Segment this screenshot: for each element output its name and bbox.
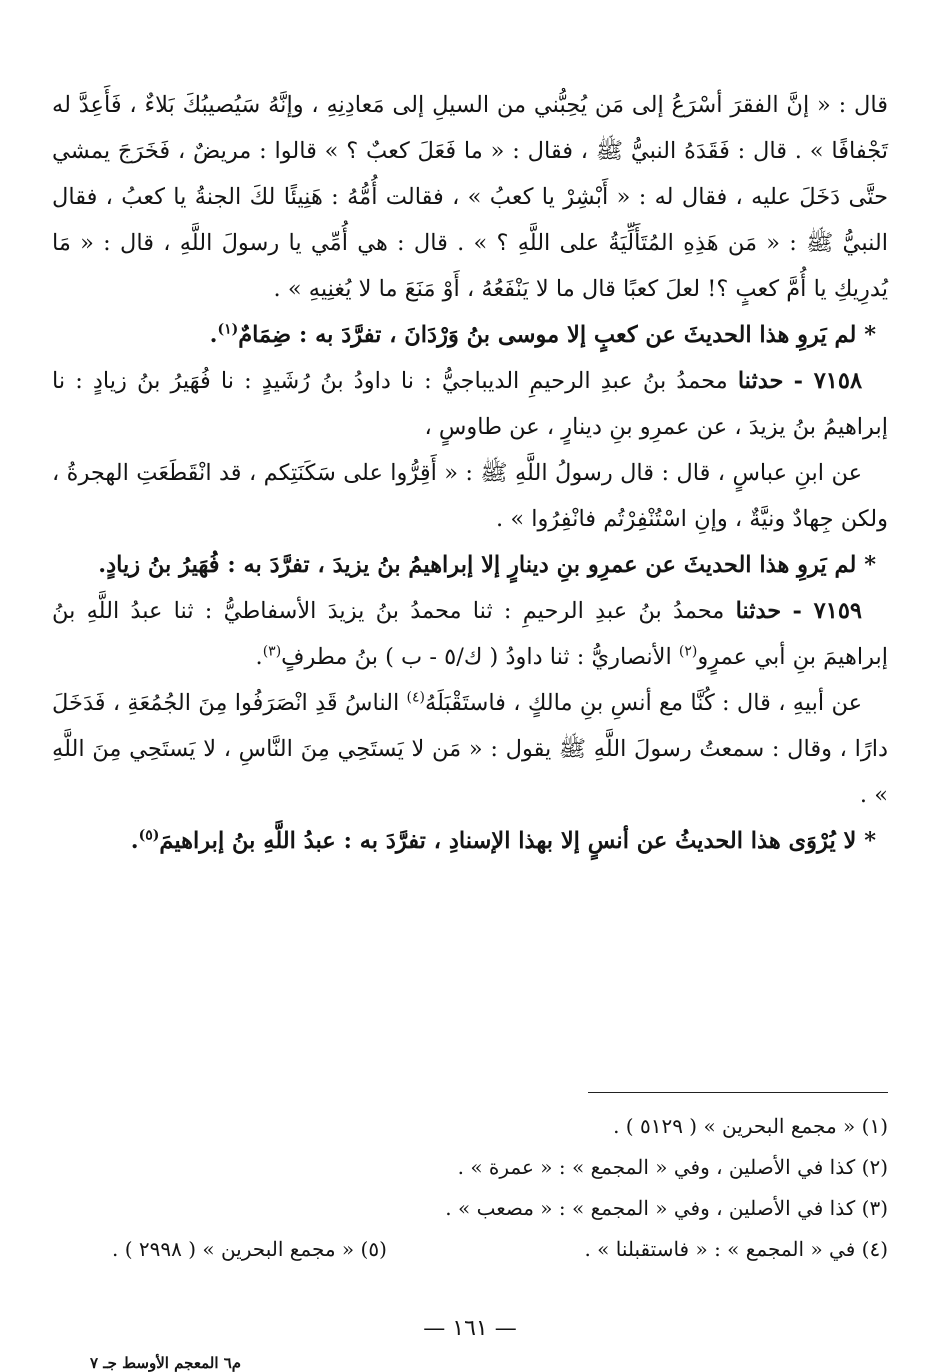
hadith-continuation [52, 82, 888, 312]
star-marker: * [864, 828, 876, 854]
footnote-marker-4: (٤) [406, 689, 425, 706]
hadith-7158-matn [52, 450, 888, 542]
footnote-number: (٥) [360, 1237, 387, 1261]
hadith-7159-isnad [52, 588, 888, 680]
footnote-marker-3: (٣) [262, 643, 282, 660]
verdict-anas [52, 818, 888, 864]
verdict-kaab [52, 312, 888, 358]
isnad-text: محمدُ بنُ عبدِ الرحيمِ الديباجيُّ : نا داودُ بنُ رُشَيدٍ : نا فُهَيرُ بنُ زيادٍ : نا إبراهيمُ بنُ يزيدَ ، عن عمرِو بنِ دينارٍ ، عن طاوسٍ ، [52, 368, 888, 440]
footnote-1 [52, 1106, 888, 1147]
hadith-lead: حدثنا [737, 368, 784, 394]
footnote-4-5 [52, 1229, 888, 1270]
footnote-number: (٢) [861, 1155, 888, 1179]
verdict-text: لم يَروِ هذا الحديثَ عن كعبٍ إلا موسى بنُ وَرْدَانَ ، تفرَّدَ به : ضِمَامٌ [238, 322, 857, 348]
footnote-2 [52, 1147, 888, 1188]
isnad-text-2: الأنصاريُّ : ثنا داودُ ( ك/٥ - ب ) بنُ مطرفٍ [281, 644, 672, 670]
printer-signature: م٦ المعجم الأوسط جـ ٧ [90, 1354, 242, 1372]
page [52, 82, 888, 1372]
footnote-text: « مجمع البحرين » ( ٥١٢٩ ) . [613, 1114, 856, 1138]
hadith-7159-matn [52, 680, 888, 818]
verdict-amr [52, 542, 888, 588]
hadith-number: ٧١٥٨ - [793, 368, 863, 394]
matn-text: عن ابنِ عباسٍ ، قال : قال رسولُ اللَّهِ ﷺ : « أَقِرُّوا على سَكَنَتِكم ، قد انْقَطَعَتِ الهجرةُ ، ولكن جِهادٌ ونيَّةٌ ، وإنِ اسْتُنْفِرْتُم فانْفِرُوا » . [52, 460, 888, 532]
main-text [52, 82, 888, 864]
page-number: — ١٦١ — [423, 1316, 517, 1341]
footnote-marker-2: (٢) [678, 643, 698, 660]
footnote-text: « مجمع البحرين » ( ٢٩٩٨ ) . [112, 1237, 355, 1261]
hadith-lead: حدثنا [735, 598, 782, 624]
footnote-marker-1: (١) [217, 321, 239, 338]
hadith-7158-isnad [52, 358, 888, 450]
footnote-text: في « المجمع » : « فاستقبلنا » . [584, 1237, 856, 1261]
footnote-marker-5: (٥) [138, 827, 160, 844]
footnote-separator [588, 1092, 888, 1093]
footnote-text: كذا في الأصلين ، وفي « المجمع » : « مصعب » . [445, 1196, 856, 1220]
footnotes [52, 1106, 888, 1270]
star-marker: * [864, 322, 876, 348]
verdict-text: لا يُرْوَى هذا الحديثُ عن أنسٍ إلا بهذا الإسنادِ ، تفرَّدَ به : عبدُ اللَّهِ بنُ إبراهيمَ [159, 828, 857, 854]
footnote-number: (١) [861, 1114, 888, 1138]
matn-text-2: الناسُ قَدِ انْصَرَفُوا مِنَ الجُمُعَةِ ، فَدَخَلَ دارًا ، وقال : سمعتُ رسولَ اللَّهِ ﷺ يقول : « مَن لا يَستَحِي مِنَ النَّاسِ ، لا يَستَحِي مِنَ اللَّهِ » . [52, 690, 888, 808]
isnad-end: . [255, 644, 263, 670]
footnote-3 [52, 1188, 888, 1229]
verdict-end: . [98, 552, 107, 578]
isnad-text: محمدُ بنُ عبدِ الرحيمِ : ثنا محمدُ بنُ يزيدَ الأسفاطيُّ : ثنا عبدُ اللَّهِ بنُ إبراهيمَ بنِ أبي عمرٍو [52, 598, 888, 670]
verdict-end: . [130, 828, 139, 854]
paragraph-text: قال : « إنَّ الفقرَ أسْرَعُ إلى مَن يُحِبُّني من السيلِ إلى مَعادِنِهِ ، وإنَّهُ سَيُصيبُكَ بَلاءٌ ، فَأَعِدَّ له تَجْفافًا » . قال : فَقَدَهُ النبيُّ ﷺ ، فقال : « ما فَعَلَ كعبٌ ؟ » قالوا : مريضٌ ، فَخَرَجَ يمشي حتَّى دَخَلَ عليه ، فقال له : « أَبْشِرْ يا كعبُ » ، فقالت أُمُّهُ : هَنِيئًا لكَ الجنةُ يا كعبُ ، فقال النبيُّ ﷺ : « مَن هَذِهِ المُتَأَلِّيَةُ على اللَّهِ ؟ » . قال : هي أُمِّي يا رسولَ اللَّهِ ، قال : « مَا يُدرِيكِ يا أُمَّ كعبٍ ؟! لعلَ كعبًا قال ما لا يَنْفَعُهُ ، أَوْ مَنَعَ ما لا يُغنِيهِ » . [52, 92, 888, 302]
star-marker: * [864, 552, 876, 578]
verdict-end: . [209, 322, 218, 348]
verdict-text: لم يَروِ هذا الحديثَ عن عمرِو بنِ دينارٍ إلا إبراهيمُ بنُ يزيدَ ، تفرَّدَ به : فُهَيرُ بنُ زيادٍ [106, 552, 857, 578]
hadith-number: ٧١٥٩ - [792, 598, 863, 624]
footnote-number: (٤) [861, 1237, 888, 1261]
footnote-text: كذا في الأصلين ، وفي « المجمع » : « عمرة » . [457, 1155, 856, 1179]
footnote-number: (٣) [861, 1196, 888, 1220]
matn-text: عن أبيهِ ، قال : كُنَّا مع أنسِ بنِ مالكٍ ، فاستَقْبَلَهُ [425, 690, 862, 716]
